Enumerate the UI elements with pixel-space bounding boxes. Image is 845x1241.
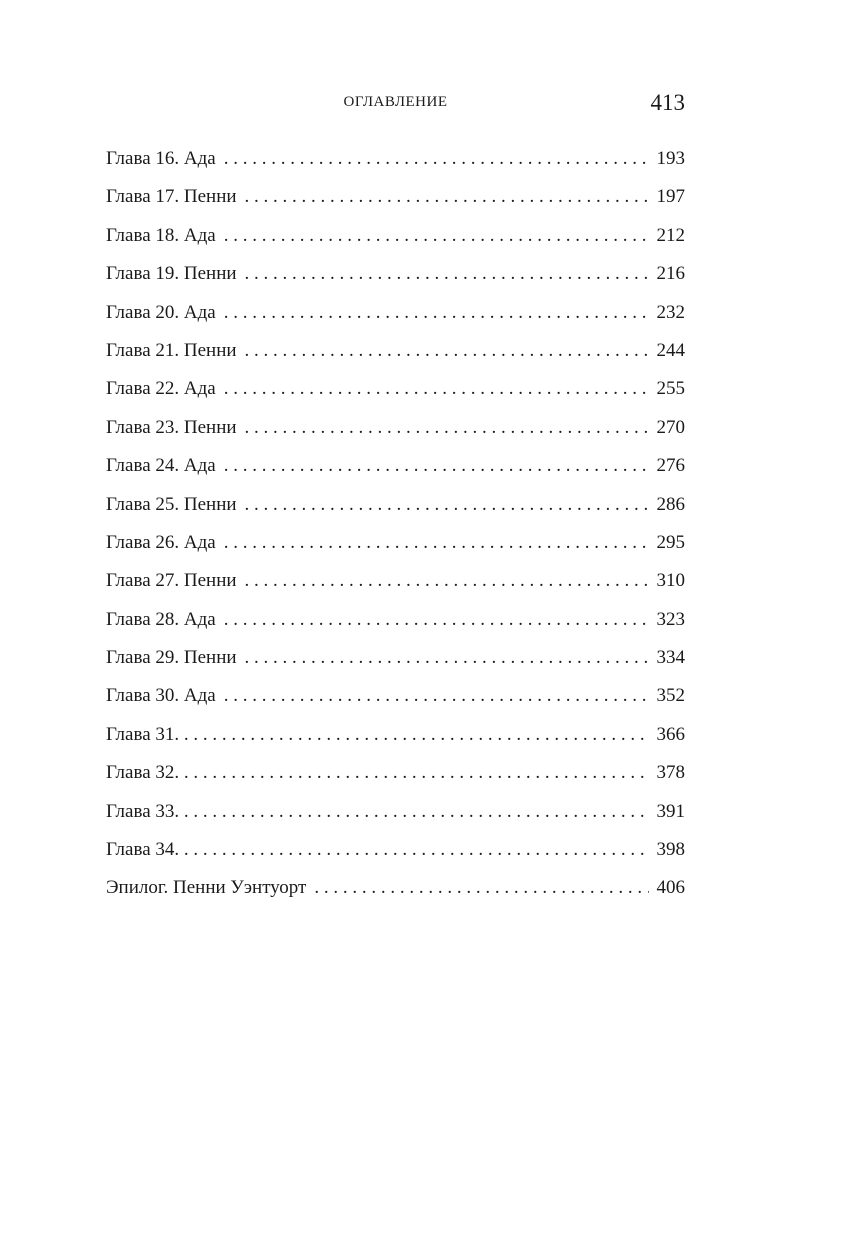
toc-entry-page: 286 [656,493,685,515]
dot-leader [314,873,648,903]
toc-entry [106,681,685,719]
toc-entry-page: 334 [656,647,685,669]
toc-entry-title: Глава 16. Ада [106,148,216,169]
toc-entry [106,528,685,566]
toc-entry [106,605,685,643]
toc-entry-title: Глава 31 [106,723,175,745]
toc-entry [106,566,685,604]
toc-entry-page: 323 [656,608,685,630]
toc-entry-page: 270 [656,416,685,438]
toc-entry-page: 391 [656,800,685,822]
dot-leader [245,336,649,366]
dot-leader [224,451,649,481]
toc-entry [106,182,685,220]
dot-leader [245,490,649,520]
toc-entry [106,298,685,336]
toc-entry-title: Глава 26. Ада [106,531,216,553]
toc-entry-page: 406 [656,877,685,899]
toc-entry-title: Эпилог. Пенни Уэнтуорт [106,877,307,899]
table-of-contents [106,144,685,912]
toc-entry-title: Глава 23. Пенни [106,416,237,438]
toc-entry-title: Глава 17. Пенни [106,186,237,208]
dot-leader [174,720,648,750]
toc-entry [106,758,685,796]
toc-entry [106,451,685,489]
toc-entry-page: 310 [656,570,685,592]
dot-leader [224,144,649,174]
toc-entry [106,720,685,758]
toc-entry-title: Глава 27. Пенни [106,570,237,592]
dot-leader [174,758,648,788]
toc-entry-title: Глава 20. Ада [106,301,216,323]
dot-leader [224,374,649,404]
toc-entry-title: Глава 25. Пенни [106,493,237,515]
toc-entry-title: Глава 32 [106,762,175,784]
dot-leader [224,221,649,251]
toc-entry-page: 244 [656,339,685,361]
toc-entry-page: 366 [656,723,685,745]
toc-entry-page: 216 [656,263,685,285]
toc-entry-page: 232 [656,301,685,323]
toc-entry-page: 352 [656,685,685,707]
section-title: ОГЛАВЛЕНИЕ [343,94,448,110]
dot-leader [245,259,649,289]
dot-leader [224,528,649,558]
toc-entry-title: Глава 18. Ада [106,224,216,246]
dot-leader [245,566,649,596]
toc-entry [106,643,685,681]
toc-entry-title: Глава 30. Ада [106,685,216,707]
toc-entry [106,797,685,835]
dot-leader [245,182,649,212]
toc-entry-title: Глава 28. Ада [106,608,216,630]
toc-entry [106,835,685,873]
toc-entry-title: Глава 24. Ада [106,455,216,477]
toc-entry [106,490,685,528]
toc-entry-page: 197 [656,186,685,208]
dot-leader [224,298,649,328]
page-header [106,86,685,120]
toc-entry-title: Глава 33 [106,800,175,822]
toc-entry-page: 398 [656,839,685,861]
toc-entry-title: Глава 29. Пенни [106,647,237,669]
toc-entry-page: 255 [656,378,685,400]
toc-entry-page: 295 [656,531,685,553]
toc-entry [106,336,685,374]
toc-entry [106,413,685,451]
dot-leader [174,835,648,865]
toc-entry [106,374,685,412]
toc-entry [106,221,685,259]
toc-entry-page: 193 [656,148,685,169]
dot-leader [174,797,648,827]
toc-entry [106,873,685,911]
toc-entry-page: 212 [656,224,685,246]
toc-entry-title: Глава 34 [106,839,175,861]
dot-leader [224,605,649,635]
toc-entry-page: 378 [656,762,685,784]
toc-entry [106,259,685,297]
dot-leader [245,643,649,673]
dot-leader [224,681,649,711]
page-number: 413 [650,90,685,115]
toc-entry-title: Глава 22. Ада [106,378,216,400]
toc-entry-page: 276 [656,455,685,477]
toc-entry-title: Глава 21. Пенни [106,339,237,361]
toc-entry-title: Глава 19. Пенни [106,263,237,285]
toc-entry [106,144,685,182]
dot-leader [245,413,649,443]
